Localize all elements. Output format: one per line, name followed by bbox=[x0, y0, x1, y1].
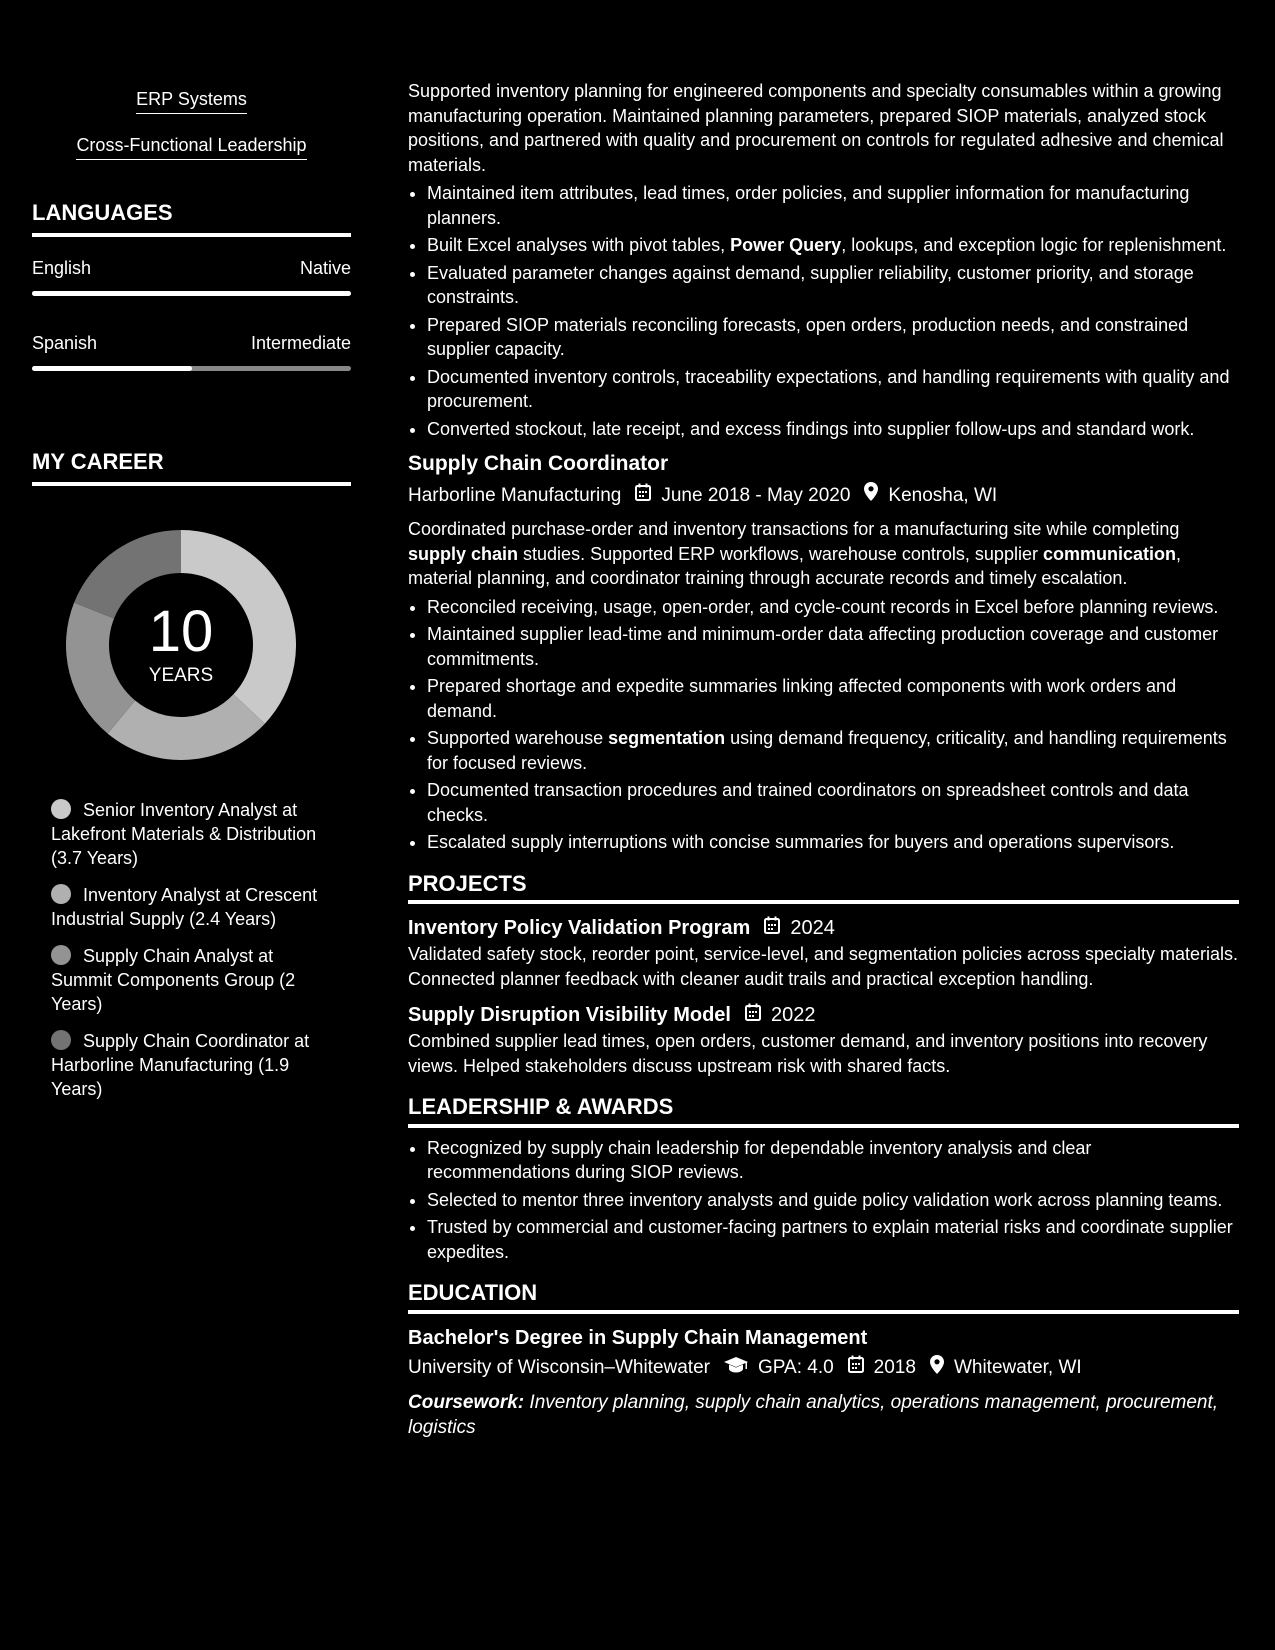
language-proficiency-fill bbox=[32, 291, 351, 296]
project-title-row bbox=[408, 914, 1239, 942]
graduation-cap-icon bbox=[724, 1355, 748, 1381]
skill-label: ERP Systems bbox=[136, 86, 247, 114]
career-legend-text: Senior Inventory Analyst at Lakefront Materials & Distribution (3.7 Years) bbox=[51, 800, 317, 868]
bullet-item: • Selected to mentor three inventory analysts and guide policy validation work across planning teams. bbox=[427, 1188, 1239, 1213]
bullet-item: • Prepared SIOP materials reconciling forecasts, open orders, production needs, and constrained supplier capacity. bbox=[427, 313, 1239, 362]
project-description: Validated safety stock, reorder point, service-level, and segmentation policies across specialty materials. Connected planner feedback with cleaner audit trails and practical exception handling. bbox=[408, 944, 1239, 989]
language-name: Spanish bbox=[32, 333, 98, 353]
project-title: Inventory Policy Validation Program bbox=[408, 917, 751, 939]
education-heading: EDUCATION bbox=[408, 1281, 1239, 1314]
bullet-item: • Built Excel analyses with pivot tables, Power Query, lookups, and exception logic for replenishment. bbox=[427, 233, 1239, 258]
job-summary: Supported inventory planning for engineered components and specialty consumables within a growing manufacturing operation. Maintained planning parameters, prepared SIOP materials, analyzed stock positions, and partnered with quality and procurement on controls for regulated adhesive and chemical materials. bbox=[408, 81, 1224, 175]
coursework: Coursework: Inventory planning, supply chain analytics, operations management, procurement, logistics bbox=[408, 1391, 1219, 1438]
career-legend-item bbox=[51, 944, 321, 1016]
legend-dot bbox=[51, 799, 71, 819]
school-location: Whitewater, WI bbox=[953, 1357, 1082, 1378]
calendar-icon bbox=[848, 1355, 864, 1381]
legend-dot bbox=[51, 884, 71, 904]
career-donut-chart bbox=[66, 530, 296, 760]
language-level: Intermediate bbox=[250, 333, 351, 353]
project-description: Combined supplier lead times, open orders, customer demand, and inventory positions into recovery views. Helped stakeholders discuss upstream risk with shared facts. bbox=[408, 1031, 1208, 1076]
education-meta bbox=[408, 1355, 1239, 1382]
bullet-item: • Recognized by supply chain leadership for dependable inventory analysis and clear recommendations during SIOP reviews. bbox=[427, 1136, 1239, 1185]
job-meta bbox=[408, 482, 1239, 509]
school-name: University of Wisconsin–Whitewater bbox=[408, 1357, 710, 1378]
language-name: English bbox=[32, 258, 92, 278]
gpa: GPA: 4.0 bbox=[757, 1357, 834, 1378]
graduation-year: 2018 bbox=[873, 1357, 916, 1378]
job-company: Harborline Manufacturing bbox=[408, 484, 622, 506]
bullet-item: • Maintained item attributes, lead times, order policies, and supplier information for manufacturing planners. bbox=[427, 181, 1239, 230]
job-summary: Coordinated purchase-order and inventory transactions for a manufacturing site while completing supply chain studies. Supported ERP workflows, warehouse controls, supplier communication, material planning, and coordinator training through accurate records and timely escalation. bbox=[408, 519, 1181, 588]
location-pin-icon bbox=[930, 1355, 944, 1382]
job-title: Supply Chain Coordinator bbox=[408, 452, 669, 475]
language-item bbox=[32, 257, 351, 296]
bullet-item: • Evaluated parameter changes against demand, supplier reliability, customer priority, and storage constraints. bbox=[427, 261, 1239, 310]
bullet-item: • Converted stockout, late receipt, and excess findings into supplier follow-ups and standard work. bbox=[427, 417, 1239, 442]
career-legend-text: Supply Chain Analyst at Summit Components Group (2 Years) bbox=[51, 946, 296, 1014]
bullet-item: • Documented inventory controls, traceability expectations, and handling requirements with quality and procurement. bbox=[427, 365, 1239, 414]
career-legend-item bbox=[51, 1029, 321, 1101]
language-proficiency-bar bbox=[32, 366, 351, 371]
job-bullets bbox=[408, 595, 1239, 855]
language-level: Native bbox=[299, 258, 351, 278]
bullet-item: • Escalated supply interruptions with concise summaries for buyers and operations supervisors. bbox=[427, 830, 1239, 855]
career-total-unit: YEARS bbox=[148, 665, 214, 686]
bullet-item: • Supported warehouse segmentation using demand frequency, criticality, and handling requirements for focused reviews. bbox=[427, 726, 1239, 775]
career-legend-item bbox=[51, 883, 321, 931]
career-heading: MY CAREER bbox=[32, 449, 351, 486]
language-proficiency-fill bbox=[32, 366, 192, 371]
project-title-row bbox=[408, 1001, 1239, 1029]
skill-item bbox=[32, 132, 351, 160]
bullet-item: • Documented transaction procedures and trained coordinators on spreadsheet controls and data checks. bbox=[427, 778, 1239, 827]
bullet-item: • Reconciled receiving, usage, open-order, and cycle-count records in Excel before planning reviews. bbox=[427, 595, 1239, 620]
project-year: 2022 bbox=[771, 1004, 816, 1026]
leadership-bullets bbox=[408, 1136, 1239, 1265]
project-title: Supply Disruption Visibility Model bbox=[408, 1004, 731, 1026]
calendar-icon bbox=[764, 914, 780, 942]
career-legend-item bbox=[51, 798, 321, 870]
career-total-years: 10 bbox=[148, 599, 214, 664]
legend-dot bbox=[51, 1030, 71, 1050]
projects-heading: PROJECTS bbox=[408, 872, 1239, 905]
leadership-heading: LEADERSHIP & AWARDS bbox=[408, 1095, 1239, 1128]
job-bullets bbox=[408, 181, 1239, 441]
location-pin-icon bbox=[864, 482, 878, 509]
languages-heading: LANGUAGES bbox=[32, 200, 351, 237]
career-legend-text: Inventory Analyst at Crescent Industrial Supply (2.4 Years) bbox=[51, 885, 318, 929]
skill-item bbox=[32, 86, 351, 114]
project-year: 2024 bbox=[790, 917, 835, 939]
calendar-icon bbox=[635, 483, 651, 509]
main-content bbox=[408, 79, 1239, 1440]
calendar-icon bbox=[745, 1001, 761, 1029]
sidebar bbox=[32, 86, 351, 1114]
job-location: Kenosha, WI bbox=[888, 484, 998, 506]
career-legend bbox=[51, 798, 351, 1101]
job-dates: June 2018 - May 2020 bbox=[661, 484, 851, 506]
language-proficiency-bar bbox=[32, 291, 351, 296]
legend-dot bbox=[51, 945, 71, 965]
bullet-item: • Prepared shortage and expedite summaries linking affected components with work orders and demand. bbox=[427, 674, 1239, 723]
career-legend-text: Supply Chain Coordinator at Harborline Manufacturing (1.9 Years) bbox=[51, 1031, 310, 1099]
language-item bbox=[32, 332, 351, 371]
bullet-item: • Maintained supplier lead-time and minimum-order data affecting production coverage and customer commitments. bbox=[427, 622, 1239, 671]
bullet-item: • Trusted by commercial and customer-facing partners to explain material risks and coordinate supplier expedites. bbox=[427, 1215, 1239, 1264]
degree-title: Bachelor's Degree in Supply Chain Management bbox=[408, 1326, 868, 1349]
skill-label: Cross-Functional Leadership bbox=[76, 132, 306, 160]
